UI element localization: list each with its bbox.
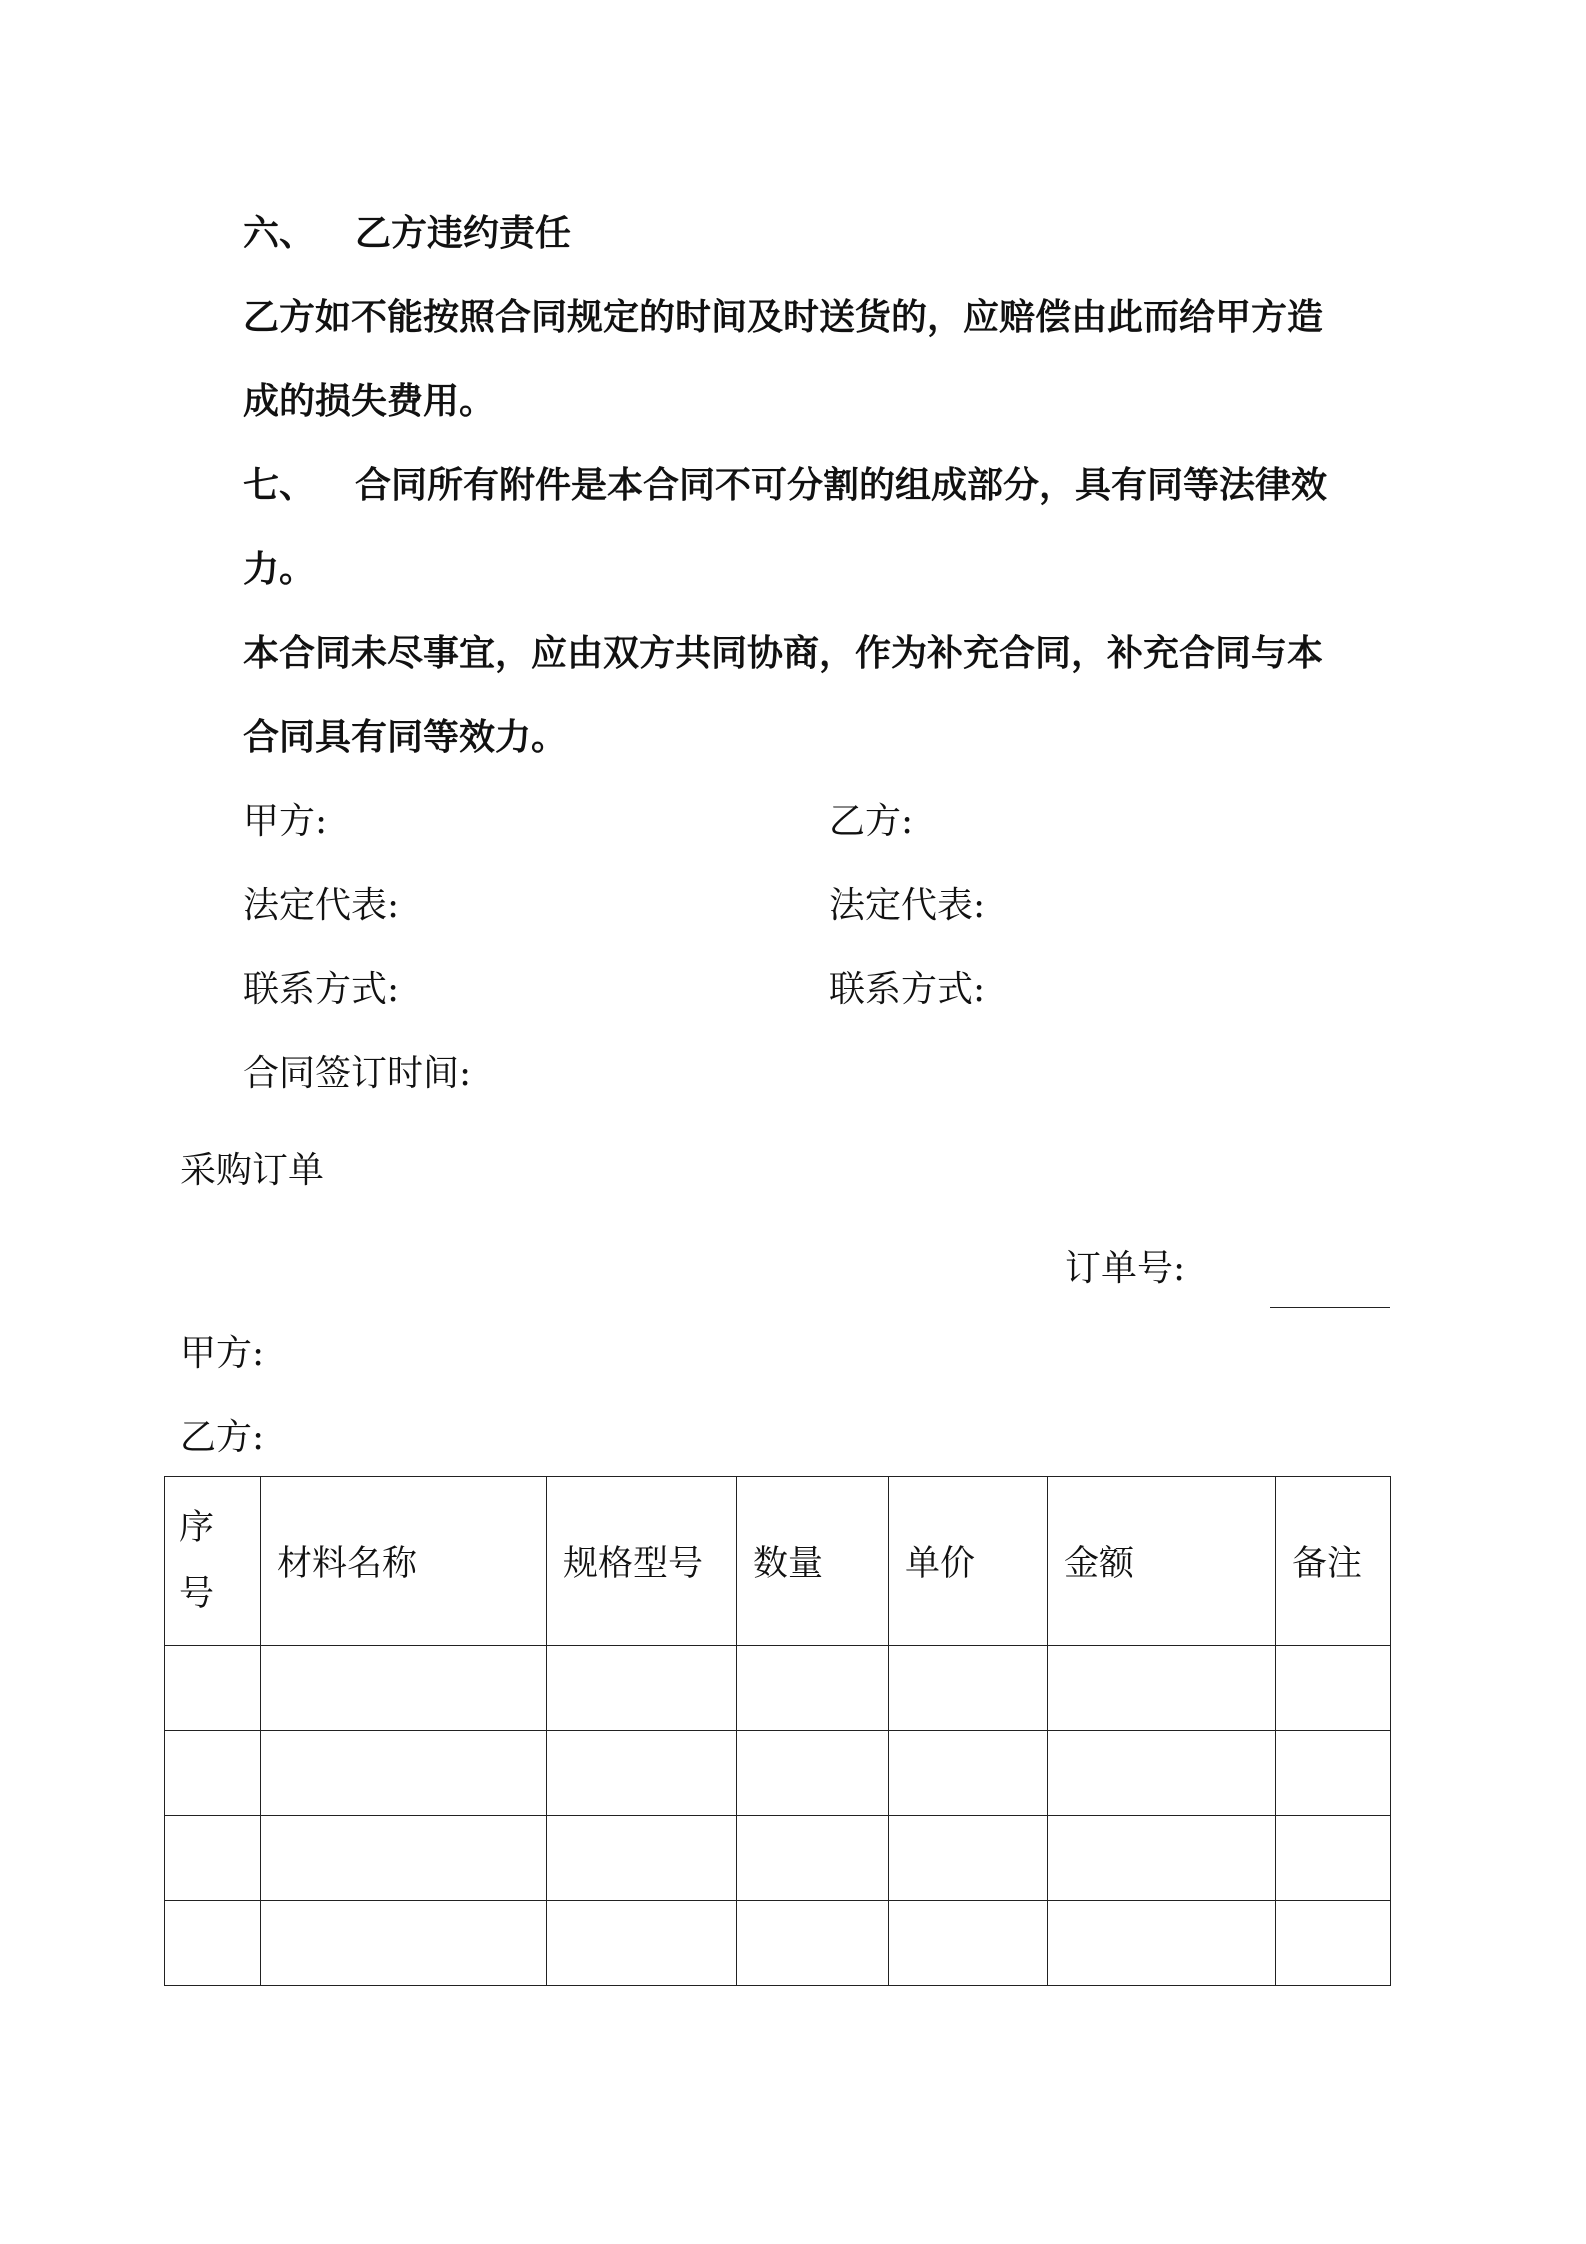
clause6-text-line2: 成的损失费用。 [243,381,496,422]
table-cell[interactable] [889,1731,1048,1816]
header-quantity: 数量 [737,1477,889,1646]
table-cell[interactable] [547,1901,737,1986]
clause7-text-line1: 合同所有附件是本合同不可分割的组成部分，具有同等法律效 [355,465,1328,506]
signature-contact-a: 联系方式: [243,969,400,1010]
header-serial-line2: 号 [179,1574,215,1614]
clause7-text-line2: 力。 [243,549,316,590]
order-number-label: 订单号: [1065,1248,1186,1289]
table-row [165,1731,1391,1816]
purchase-order-table [164,1476,1391,1986]
header-unit-price: 单价 [889,1477,1048,1646]
misc-clause-line1: 本合同未尽事宜，应由双方共同协商，作为补充合同，补充合同与本 [243,633,1324,674]
order-number-underline [1270,1307,1390,1308]
table-header-row [165,1477,1391,1646]
table-cell[interactable] [261,1731,547,1816]
table-cell[interactable] [261,1646,547,1731]
signature-legal-rep-a: 法定代表: [243,885,400,926]
po-party-a: 甲方: [180,1333,265,1374]
table-cell[interactable] [1276,1731,1391,1816]
table-cell[interactable] [737,1731,889,1816]
table-row [165,1816,1391,1901]
signature-party-b: 乙方: [829,801,914,842]
table-cell[interactable] [1048,1646,1276,1731]
table-cell[interactable] [1276,1646,1391,1731]
table-cell[interactable] [165,1731,261,1816]
table-cell[interactable] [889,1901,1048,1986]
misc-clause-line2: 合同具有同等效力。 [243,717,568,758]
table-cell[interactable] [1276,1816,1391,1901]
purchase-order-title: 采购订单 [180,1150,325,1191]
table-cell[interactable] [737,1646,889,1731]
signature-date: 合同签订时间: [243,1053,472,1094]
clause6-number: 六、 [243,213,316,254]
header-serial-line1: 序 [179,1508,215,1548]
table-cell[interactable] [547,1731,737,1816]
table-cell[interactable] [165,1901,261,1986]
table-cell[interactable] [889,1646,1048,1731]
clause6-title: 乙方违约责任 [355,213,572,254]
header-remarks: 备注 [1276,1477,1391,1646]
table-cell[interactable] [1048,1901,1276,1986]
table-cell[interactable] [547,1816,737,1901]
table-cell[interactable] [261,1816,547,1901]
signature-legal-rep-b: 法定代表: [829,885,986,926]
header-spec-model: 规格型号 [547,1477,737,1646]
signature-contact-b: 联系方式: [829,969,986,1010]
po-party-b: 乙方: [180,1417,265,1458]
header-material-name: 材料名称 [261,1477,547,1646]
header-serial-number [165,1477,261,1646]
clause7-number: 七、 [243,465,316,506]
table-cell[interactable] [1048,1816,1276,1901]
header-amount: 金额 [1048,1477,1276,1646]
table-cell[interactable] [547,1646,737,1731]
clause6-text-line1: 乙方如不能按照合同规定的时间及时送货的，应赔偿由此而给甲方造 [243,297,1324,338]
table-cell[interactable] [261,1901,547,1986]
table-row [165,1901,1391,1986]
table-cell[interactable] [1048,1731,1276,1816]
signature-party-a: 甲方: [243,801,328,842]
table-cell[interactable] [165,1816,261,1901]
table-cell[interactable] [889,1816,1048,1901]
table-row [165,1646,1391,1731]
table-cell[interactable] [737,1816,889,1901]
table-cell[interactable] [1276,1901,1391,1986]
table-cell[interactable] [737,1901,889,1986]
table-cell[interactable] [165,1646,261,1731]
